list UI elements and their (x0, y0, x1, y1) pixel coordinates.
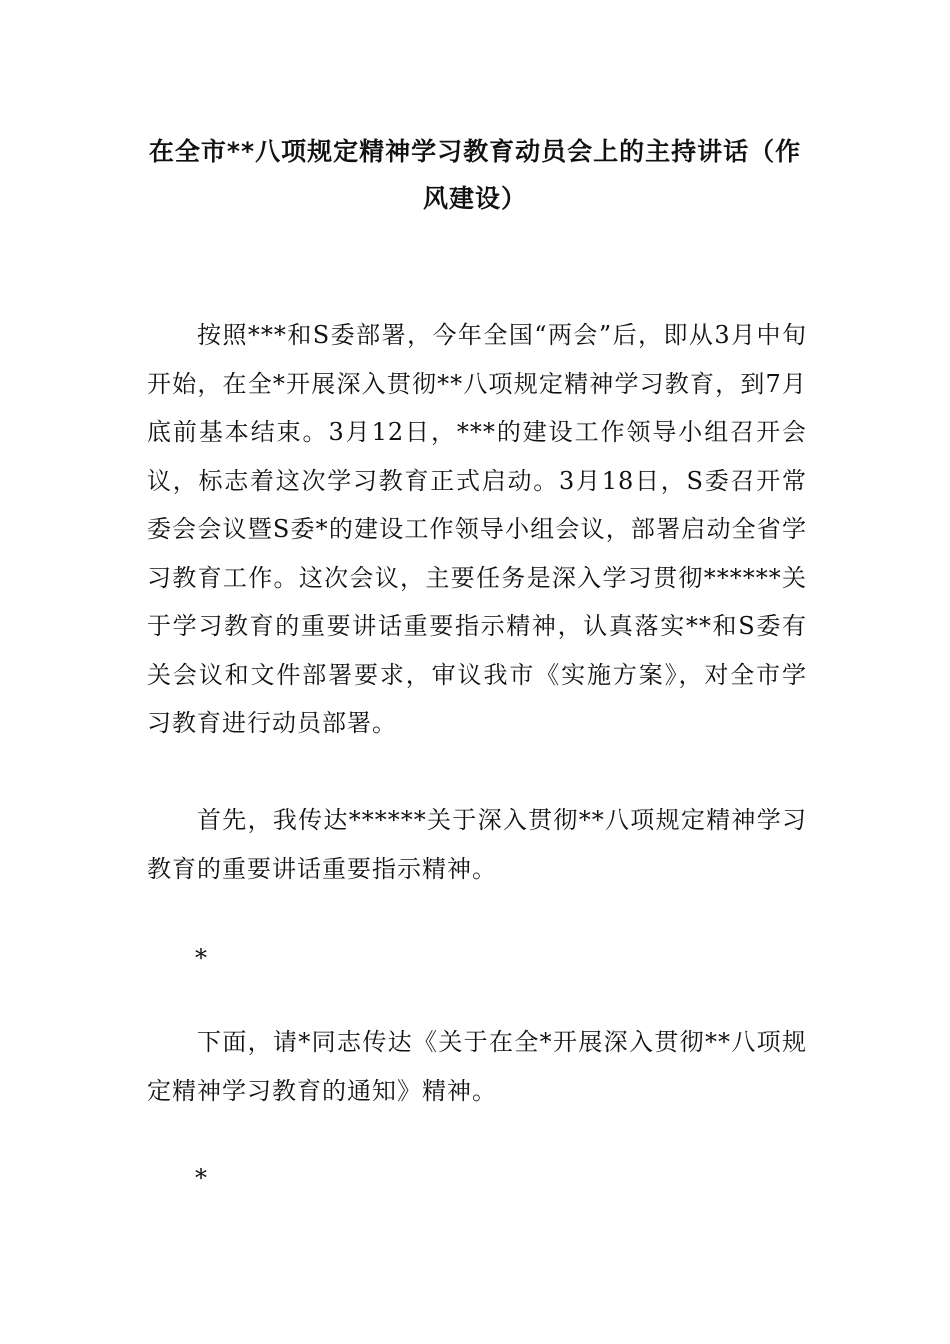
paragraph-first-item: 首先，我传达******关于深入贯彻**八项规定精神学习教育的重要讲话重要指示精神。 (147, 806, 807, 883)
omitted-content-marker: * (195, 1164, 207, 1192)
document-title: 在全市**八项规定精神学习教育动员会上的主持讲话（作风建设） (148, 137, 802, 213)
paragraph-second-item: 下面，请*同志传达《关于在全*开展深入贯彻**八项规定精神学习教育的通知》精神。 (147, 1028, 807, 1105)
paragraph-intro: 按照***和S委部署，今年全国“两会”后，即从3月中旬开始，在全*开展深入贯彻**八项规定精神学习教育，到7月底前基本结束。3月12日，***的建设工作领导小组召开会议，标志着这次学习教育正式启动。3月18日，S委召开常委会会议暨S委*的建设工作领导小组会议，部署启动全省学习教育工作。这次会议，主要任务是深入学习贯彻******关于学习教育的重要讲话重要指示精神，认真落实**和S委有关会议和文件部署要求，审议我市《实施方案》，对全市学习教育进行动员部署。 (147, 321, 807, 737)
omitted-content-marker: * (195, 944, 207, 972)
